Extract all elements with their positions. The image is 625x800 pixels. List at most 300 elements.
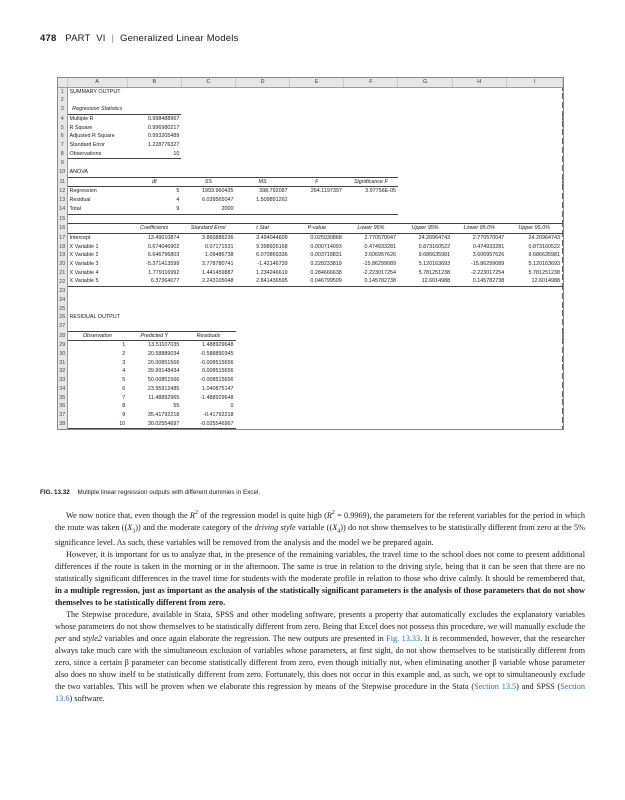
cell <box>398 159 452 168</box>
coef-value: -15.86299089 <box>471 261 505 268</box>
column-header[interactable]: B <box>127 78 181 87</box>
cell <box>506 114 562 123</box>
cell <box>236 287 290 296</box>
column-header[interactable]: H <box>452 78 506 87</box>
sheet-row <box>58 322 563 331</box>
coef-value: 12.6014988 <box>398 277 452 286</box>
cell <box>506 87 562 96</box>
figure-link[interactable]: Fig. 13.33 <box>386 634 421 644</box>
cell <box>452 331 506 341</box>
cell <box>290 385 344 394</box>
cell <box>452 322 506 331</box>
cell <box>127 313 181 322</box>
cell <box>452 359 506 368</box>
cell <box>67 177 127 187</box>
cell <box>398 420 452 429</box>
cell <box>236 87 290 96</box>
cell <box>236 159 290 168</box>
cell <box>452 350 506 359</box>
row-number: 36 <box>59 403 66 410</box>
row-number: 27 <box>59 323 66 330</box>
cell <box>506 159 562 168</box>
cell <box>236 367 290 376</box>
cell <box>452 214 506 224</box>
cell <box>452 305 506 314</box>
cell <box>290 159 344 168</box>
cell <box>290 296 344 305</box>
cell <box>506 168 562 177</box>
cell <box>67 305 127 314</box>
cell <box>236 168 290 177</box>
coef-value: 5.781251238 <box>418 269 451 276</box>
cell <box>506 132 562 141</box>
coef-value: 0.228233819 <box>310 261 342 268</box>
cell <box>290 411 344 420</box>
cell <box>452 187 506 196</box>
cell <box>398 177 452 187</box>
page-header <box>40 33 239 44</box>
cell <box>452 341 506 350</box>
residual-value: 1.040875147 <box>202 385 234 392</box>
residual-predicted: 20.00851566 <box>147 359 180 366</box>
cell <box>452 196 506 205</box>
cell <box>236 141 290 150</box>
row-number: 37 <box>59 411 66 418</box>
coef-value: 0.000714093 <box>310 243 342 250</box>
column-header[interactable]: I <box>506 78 562 87</box>
row-number: 19 <box>59 252 66 259</box>
row-number: 29 <box>59 342 66 349</box>
cell <box>181 141 235 150</box>
row-number: 2 <box>58 96 67 105</box>
sheet-row <box>58 105 563 114</box>
cell <box>344 124 398 133</box>
cell <box>181 296 235 305</box>
cell <box>290 402 344 411</box>
sheet-row <box>58 159 563 168</box>
figure-caption <box>40 489 260 496</box>
anova-ms: 1.509891262 <box>256 197 288 204</box>
row-number: 28 <box>58 331 67 341</box>
residual-value: -0.008515656 <box>200 377 234 384</box>
cell <box>236 331 290 341</box>
coef-value: 0.003718831 <box>310 252 342 259</box>
residual-header: Residuals <box>181 331 235 341</box>
anova-ms: 398.792087 <box>259 188 288 195</box>
residual-title: RESIDUAL OUTPUT <box>69 314 120 321</box>
cell <box>452 411 506 420</box>
cell <box>290 214 344 224</box>
row-number: 23 <box>59 287 66 294</box>
sheet-row <box>58 402 563 411</box>
residual-predicted: 30.02554697 <box>127 420 181 429</box>
sheet-row <box>58 269 563 278</box>
stat-label: Observations <box>67 150 127 159</box>
coef-value: 0.025030868 <box>310 234 342 241</box>
residual-observation: 4 <box>122 368 126 375</box>
coef-header: Coefficients <box>127 224 181 234</box>
cell <box>398 341 452 350</box>
cell <box>506 331 562 341</box>
cell <box>236 124 290 133</box>
emphasis-text: in a multiple regression, just as important as the analysis of the statistically significant parameters is the analysis of those parameters that do not show themselves to be statistically different from zero <box>55 586 585 608</box>
summary-title: SUMMARY OUTPUT <box>69 88 121 95</box>
part-title: Generalized Linear Models <box>119 33 239 44</box>
cell <box>344 394 398 403</box>
sheet-row <box>58 305 563 314</box>
cell <box>290 114 344 123</box>
coef-value: 0.474933281 <box>472 243 505 250</box>
coef-header: Lower 95.0% <box>452 224 506 234</box>
coef-value: 2.841436595 <box>236 277 290 286</box>
anova-header: MS <box>236 177 290 187</box>
row-number: 18 <box>59 243 66 250</box>
cell <box>290 313 344 322</box>
section-link-spss[interactable]: Section 13.6 <box>55 682 586 704</box>
cell <box>290 376 344 385</box>
cell <box>290 124 344 133</box>
coef-value: 2.243105048 <box>181 277 235 286</box>
cell <box>344 296 398 305</box>
figure-caption-text: Multiple linear regression outputs with different dummies in Excel. <box>77 489 261 496</box>
column-header[interactable]: C <box>181 78 235 87</box>
cell <box>236 420 290 429</box>
column-header[interactable]: A <box>67 78 127 87</box>
coef-value: 3.606957626 <box>472 252 505 259</box>
row-number: 38 <box>59 420 66 427</box>
coef-value: 1.234246619 <box>256 269 288 276</box>
cell <box>398 96 452 105</box>
row-number: 8 <box>58 150 67 159</box>
cell <box>236 105 290 114</box>
cell <box>344 313 398 322</box>
cell <box>506 105 562 114</box>
sheet-row <box>58 243 563 252</box>
stat-label: Standard Error <box>69 141 105 148</box>
column-header[interactable]: D <box>236 78 290 87</box>
cell <box>398 196 452 205</box>
anova-sig <box>344 196 398 205</box>
coef-value: 24.20964743 <box>506 233 562 242</box>
cell <box>452 124 506 133</box>
row-number: 30 <box>59 351 66 358</box>
residual-value: 0.008515656 <box>202 368 234 375</box>
anova-sig: 3.97756E-05 <box>365 188 396 195</box>
cell <box>344 411 398 420</box>
anova-ss: 1993.960435 <box>202 188 234 195</box>
cell <box>290 359 344 368</box>
column-header[interactable]: E <box>290 78 344 87</box>
cell <box>67 287 127 296</box>
cell <box>506 205 562 214</box>
sheet-row <box>58 376 563 385</box>
coef-header: P-value <box>290 224 344 234</box>
cell <box>290 341 344 350</box>
cell <box>344 132 398 141</box>
cell <box>398 214 452 224</box>
cell <box>398 168 452 177</box>
cell <box>127 322 181 331</box>
sheet-row <box>58 87 563 96</box>
coef-value: 0.07171531 <box>205 243 234 250</box>
row-number: 21 <box>59 269 66 276</box>
cell <box>398 187 452 196</box>
cell <box>506 96 562 105</box>
cell <box>398 305 452 314</box>
cell <box>290 367 344 376</box>
section-link-stata[interactable]: Section 13.5 <box>474 682 517 692</box>
coef-label: Intercept <box>69 234 91 241</box>
figure-label: FIG. 13.32 <box>40 489 70 496</box>
cell <box>398 114 452 123</box>
cell <box>452 394 506 403</box>
cell <box>506 124 562 133</box>
row-number: 7 <box>58 141 67 150</box>
cell <box>67 322 127 331</box>
cell <box>506 341 562 350</box>
cell <box>506 187 562 196</box>
cell <box>452 114 506 123</box>
cell <box>236 350 290 359</box>
sheet-row <box>58 224 563 234</box>
cell <box>506 376 562 385</box>
anova-ss: 2000 <box>181 205 235 214</box>
row-number: 13 <box>59 197 66 204</box>
cell <box>398 350 452 359</box>
column-header[interactable]: G <box>398 78 452 87</box>
cell <box>67 159 127 168</box>
row-number: 5 <box>58 124 67 133</box>
coef-value: 3.606957626 <box>364 252 396 259</box>
coef-value: 0.873160522 <box>506 243 562 252</box>
cell <box>344 214 398 224</box>
coef-value: 24.20964743 <box>418 234 451 241</box>
coef-header: t Stat <box>236 224 290 234</box>
cell <box>181 124 235 133</box>
row-number: 26 <box>59 314 66 321</box>
cell <box>290 331 344 341</box>
cell <box>181 168 235 177</box>
cell <box>236 341 290 350</box>
residual-predicted: 13.51107035 <box>148 342 180 349</box>
cell <box>236 313 290 322</box>
cell <box>236 296 290 305</box>
cell <box>452 376 506 385</box>
cell <box>452 313 506 322</box>
residual-value: -0.025546967 <box>181 420 235 429</box>
body-text <box>55 502 585 705</box>
coef-value: 5.781251238 <box>506 269 562 278</box>
row-number: 24 <box>59 296 66 303</box>
sheet-row <box>58 187 563 196</box>
anova-header: Significance F <box>344 177 398 187</box>
cell <box>127 296 181 305</box>
coef-value: 0.474933281 <box>364 243 396 250</box>
row-number: 34 <box>59 385 66 392</box>
cell <box>344 331 398 341</box>
sheet-row <box>58 141 563 150</box>
row-number: 11 <box>58 177 67 187</box>
residual-observation: 5 <box>122 377 126 384</box>
cell <box>290 132 344 141</box>
coef-value: 0.046799509 <box>290 277 344 286</box>
sheet-row <box>58 411 563 420</box>
residual-observation: 6 <box>122 385 126 392</box>
column-header-row <box>58 78 563 87</box>
cell <box>236 132 290 141</box>
cell <box>181 322 235 331</box>
cell <box>236 114 290 123</box>
cell <box>236 376 290 385</box>
row-number: 12 <box>59 188 66 195</box>
residual-value: 1.488929648 <box>202 342 234 349</box>
cell <box>290 87 344 96</box>
cell <box>452 105 506 114</box>
cell <box>181 132 235 141</box>
cell <box>398 296 452 305</box>
stat-label: R Square <box>69 124 93 131</box>
coef-value: -15.86299089 <box>362 261 396 268</box>
column-header[interactable]: F <box>344 78 398 87</box>
row-number: 6 <box>58 132 67 141</box>
cell <box>181 214 235 224</box>
cell <box>181 313 235 322</box>
cell <box>344 341 398 350</box>
sheet-row <box>58 394 563 403</box>
cell <box>452 132 506 141</box>
coef-value: 9.398926168 <box>256 243 288 250</box>
cell <box>398 402 452 411</box>
cell <box>127 287 181 296</box>
residual-predicted: 11.48892965 <box>148 394 180 401</box>
coef-value: 1.779116992 <box>148 269 180 276</box>
coef-value: -2.223017254 <box>471 269 505 276</box>
row-number: 20 <box>59 261 66 268</box>
cell <box>398 141 452 150</box>
cell <box>344 350 398 359</box>
sheet-row <box>58 214 563 224</box>
coef-header: Upper 95.0% <box>506 224 562 234</box>
residual-predicted: 35.41792218 <box>147 411 180 418</box>
cell <box>236 305 290 314</box>
stat-label: Multiple R <box>69 115 94 122</box>
sheet-row <box>58 385 563 394</box>
anova-df: 5 <box>176 188 180 195</box>
residual-predicted: 20.58889034 <box>147 351 180 358</box>
cell <box>236 322 290 331</box>
residual-predicted: 39.99148434 <box>147 368 180 375</box>
coef-value: 6.37364077 <box>127 277 181 286</box>
residual-observation: 9 <box>122 411 126 418</box>
cell <box>127 105 181 114</box>
sheet-row <box>58 205 563 214</box>
coef-value: 0.284666638 <box>310 269 342 276</box>
cell <box>236 359 290 368</box>
cell <box>506 150 562 159</box>
cell <box>181 305 235 314</box>
cell <box>344 141 398 150</box>
cell <box>506 359 562 368</box>
cell <box>452 159 506 168</box>
residual-predicted: 55 <box>173 403 180 410</box>
coef-value: 3.494044609 <box>256 234 288 241</box>
coef-value: 6.646796803 <box>147 252 180 259</box>
cell <box>236 214 290 224</box>
cell <box>506 177 562 187</box>
part-label: PART <box>65 33 91 44</box>
row-number: 17 <box>59 234 66 241</box>
anova-sig <box>344 205 398 214</box>
cell <box>127 96 181 105</box>
sheet-row <box>58 114 563 123</box>
cell <box>398 376 452 385</box>
sheet-row <box>58 177 563 187</box>
coef-value: -1.42146739 <box>257 261 288 268</box>
sheet-row <box>58 251 563 260</box>
cell <box>452 367 506 376</box>
cell <box>398 385 452 394</box>
coef-value: 3.778780741 <box>202 261 234 268</box>
sheet-row <box>58 350 563 359</box>
cell <box>506 313 562 322</box>
cell <box>506 402 562 411</box>
part-number: VI <box>96 33 106 44</box>
cell <box>398 205 452 214</box>
cell <box>344 385 398 394</box>
cell <box>398 394 452 403</box>
residual-value: -1.488929648 <box>200 394 234 401</box>
coef-label: X Variable 1 <box>69 243 99 250</box>
cell <box>452 96 506 105</box>
anova-header: F <box>290 177 344 187</box>
cell <box>506 367 562 376</box>
cell <box>398 367 452 376</box>
cell <box>290 350 344 359</box>
cell <box>452 168 506 177</box>
regression-stats-title: Regression Statistics <box>67 105 127 114</box>
row-number: 32 <box>59 368 66 375</box>
row-number: 1 <box>58 87 67 96</box>
paragraph-2: However, it is important for us to analyze that, in the presence of the remaining variables, the travel time to the school does not come to present additional differences if the route is taken in the morning or in the afternoon. The same is true in relation to the driving style, being that it can be seen that there are no statistically significant differences in the travel time for students with the moderate profile in relation to those who drive calmly. It should be remembered that, in a multiple regression, just as important as the analysis of the statistically significant parameters is the analysis of those parameters that do not show themselves to be statistically different from zero. <box>55 550 585 608</box>
anova-label: Regression <box>69 188 97 195</box>
cell <box>344 420 398 429</box>
residual-value: -0.588890345 <box>200 351 234 358</box>
cell <box>398 331 452 341</box>
cell <box>398 411 452 420</box>
coef-value: -2.223017254 <box>362 269 396 276</box>
cell <box>452 287 506 296</box>
cell <box>67 296 127 305</box>
anova-ss: 6.039565047 <box>202 197 234 204</box>
coef-value: -5.371413599 <box>146 261 180 268</box>
cell <box>181 114 235 123</box>
cell <box>290 322 344 331</box>
cell <box>181 150 235 159</box>
cell <box>344 105 398 114</box>
anova-f <box>290 205 344 214</box>
coef-value: 13.49010874 <box>147 234 180 241</box>
cell <box>127 159 181 168</box>
row-number: 3 <box>58 105 67 114</box>
cell <box>236 96 290 105</box>
cell <box>181 96 235 105</box>
row-number: 25 <box>59 305 66 312</box>
coef-value: 2.770570047 <box>364 234 396 241</box>
cell <box>506 305 562 314</box>
row-number: 9 <box>58 159 67 168</box>
row-number: 4 <box>58 114 67 123</box>
cell <box>181 105 235 114</box>
